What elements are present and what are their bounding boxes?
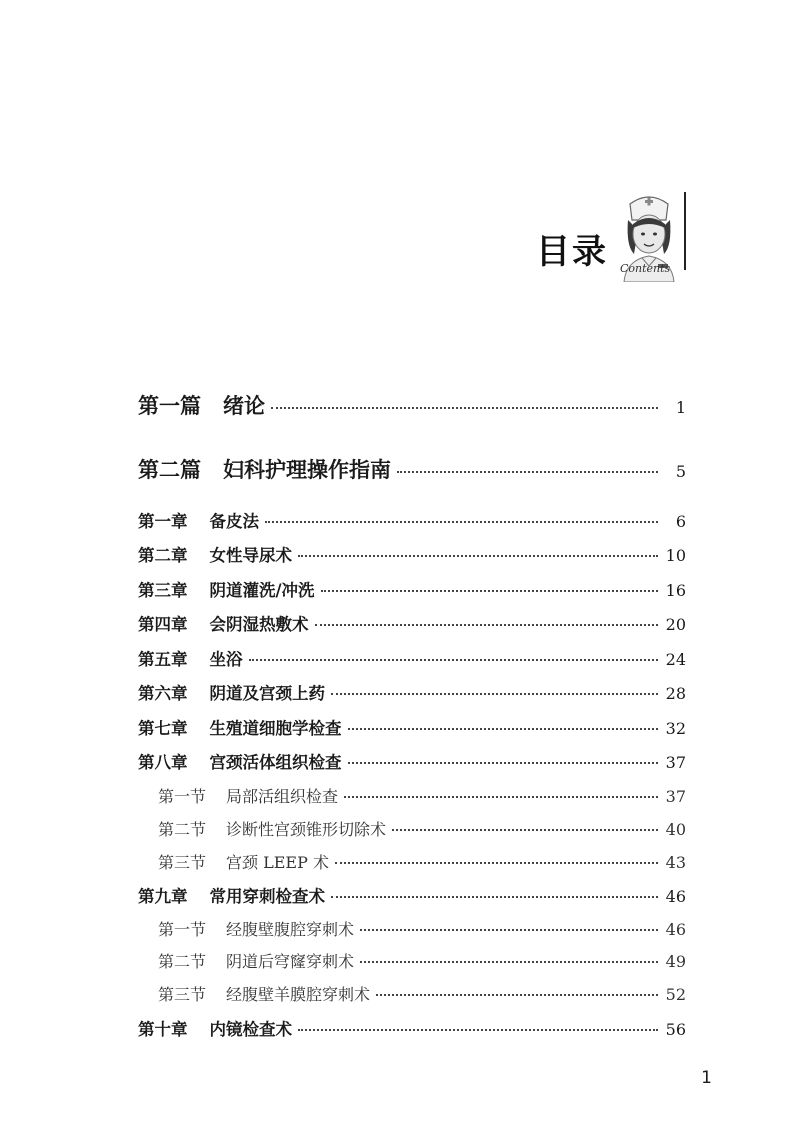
dot-leader	[265, 521, 658, 523]
toc-chapter-8[interactable]	[138, 749, 686, 773]
chapter-number: 第三章	[138, 581, 188, 600]
dot-leader	[392, 829, 658, 831]
toc-part-1[interactable]	[138, 390, 686, 420]
part-number: 第一篇	[138, 393, 201, 418]
dot-leader	[397, 471, 658, 473]
contents-label: Contents	[620, 262, 671, 275]
dot-leader	[348, 728, 659, 730]
toc-part-2[interactable]	[138, 454, 686, 484]
chapter-title: 会阴湿热敷术	[209, 615, 309, 634]
page-number: 1	[701, 1068, 712, 1088]
page-ref: 37	[665, 787, 686, 806]
toc-section-9-1[interactable]	[158, 917, 686, 940]
chapter-number: 第二章	[138, 546, 188, 565]
section-title: 局部活组织检查	[226, 787, 339, 806]
dot-leader	[335, 862, 658, 864]
section-title: 宫颈 LEEP 术	[226, 853, 329, 872]
page-ref: 56	[665, 1020, 686, 1039]
dot-leader	[249, 659, 659, 661]
chapter-title: 生殖道细胞学检查	[209, 719, 342, 738]
page-ref: 20	[665, 615, 686, 634]
section-number: 第一节	[158, 920, 207, 939]
section-title: 诊断性宫颈锥形切除术	[226, 820, 387, 839]
chapter-title: 阴道及宫颈上药	[209, 684, 325, 703]
dot-leader	[360, 961, 658, 963]
dot-leader	[348, 762, 659, 764]
page-ref: 40	[665, 820, 686, 839]
page-ref: 6	[675, 512, 686, 531]
toc-chapter-7[interactable]	[138, 715, 686, 739]
toc-title-block	[520, 180, 700, 290]
chapter-number: 第六章	[138, 684, 188, 703]
section-title: 阴道后穹窿穿刺术	[226, 952, 355, 971]
page-ref: 28	[665, 684, 686, 703]
chapter-number: 第十章	[138, 1020, 188, 1039]
dot-leader	[376, 994, 658, 996]
section-title: 经腹壁腹腔穿刺术	[226, 920, 355, 939]
part-title: 妇科护理操作指南	[223, 457, 391, 482]
chapter-title: 常用穿刺检查术	[209, 887, 325, 906]
page-ref: 49	[665, 952, 686, 971]
page-ref: 24	[665, 650, 686, 669]
dot-leader	[321, 590, 658, 592]
chapter-title: 女性导尿术	[209, 546, 292, 565]
toc-section-9-2[interactable]	[158, 949, 686, 972]
page-ref: 43	[665, 853, 686, 872]
chapter-title: 宫颈活体组织检查	[209, 753, 342, 772]
dot-leader	[331, 693, 658, 695]
dot-leader	[298, 555, 658, 557]
toc-chapter-2[interactable]	[138, 542, 686, 566]
page-ref: 5	[675, 462, 686, 481]
chapter-number: 第九章	[138, 887, 188, 906]
toc-chapter-3[interactable]	[138, 577, 686, 601]
part-number: 第二篇	[138, 457, 201, 482]
page-ref: 10	[665, 546, 686, 565]
section-number: 第三节	[158, 985, 207, 1004]
toc-chapter-1[interactable]	[138, 508, 686, 532]
toc-section-8-2[interactable]	[158, 817, 686, 840]
page-ref: 16	[665, 581, 686, 600]
page-ref: 32	[665, 719, 686, 738]
chapter-number: 第四章	[138, 615, 188, 634]
chapter-title: 内镜检查术	[209, 1020, 292, 1039]
toc-chapter-9[interactable]	[138, 883, 686, 907]
toc-section-8-3[interactable]	[158, 850, 686, 873]
dot-leader	[298, 1029, 658, 1031]
toc-chapter-6[interactable]	[138, 680, 686, 704]
chapter-number: 第七章	[138, 719, 188, 738]
toc-chapter-4[interactable]	[138, 611, 686, 635]
section-number: 第一节	[158, 787, 207, 806]
part-title: 绪论	[223, 393, 265, 418]
dot-leader	[344, 796, 658, 798]
page-ref: 46	[665, 920, 686, 939]
chapter-number: 第八章	[138, 753, 188, 772]
dot-leader	[360, 929, 658, 931]
dot-leader	[331, 896, 658, 898]
toc-section-9-3[interactable]	[158, 982, 686, 1005]
chapter-number: 第五章	[138, 650, 188, 669]
dot-leader	[271, 407, 658, 409]
toc-chapter-5[interactable]	[138, 646, 686, 670]
page-title: 目录	[536, 232, 608, 272]
page-ref: 46	[665, 887, 686, 906]
dot-leader	[315, 624, 659, 626]
toc-section-8-1[interactable]	[158, 784, 686, 807]
page-ref: 37	[665, 753, 686, 772]
section-number: 第二节	[158, 820, 207, 839]
chapter-title: 坐浴	[209, 650, 243, 669]
page-ref: 1	[675, 398, 686, 417]
section-number: 第三节	[158, 853, 207, 872]
section-number: 第二节	[158, 952, 207, 971]
page-ref: 52	[665, 985, 686, 1004]
chapter-number: 第一章	[138, 512, 188, 531]
title-divider	[684, 192, 686, 270]
chapter-title: 备皮法	[209, 512, 259, 531]
section-title: 经腹壁羊膜腔穿刺术	[226, 985, 371, 1004]
toc-chapter-10[interactable]	[138, 1016, 686, 1040]
chapter-title: 阴道灌洗/冲洗	[209, 581, 315, 600]
